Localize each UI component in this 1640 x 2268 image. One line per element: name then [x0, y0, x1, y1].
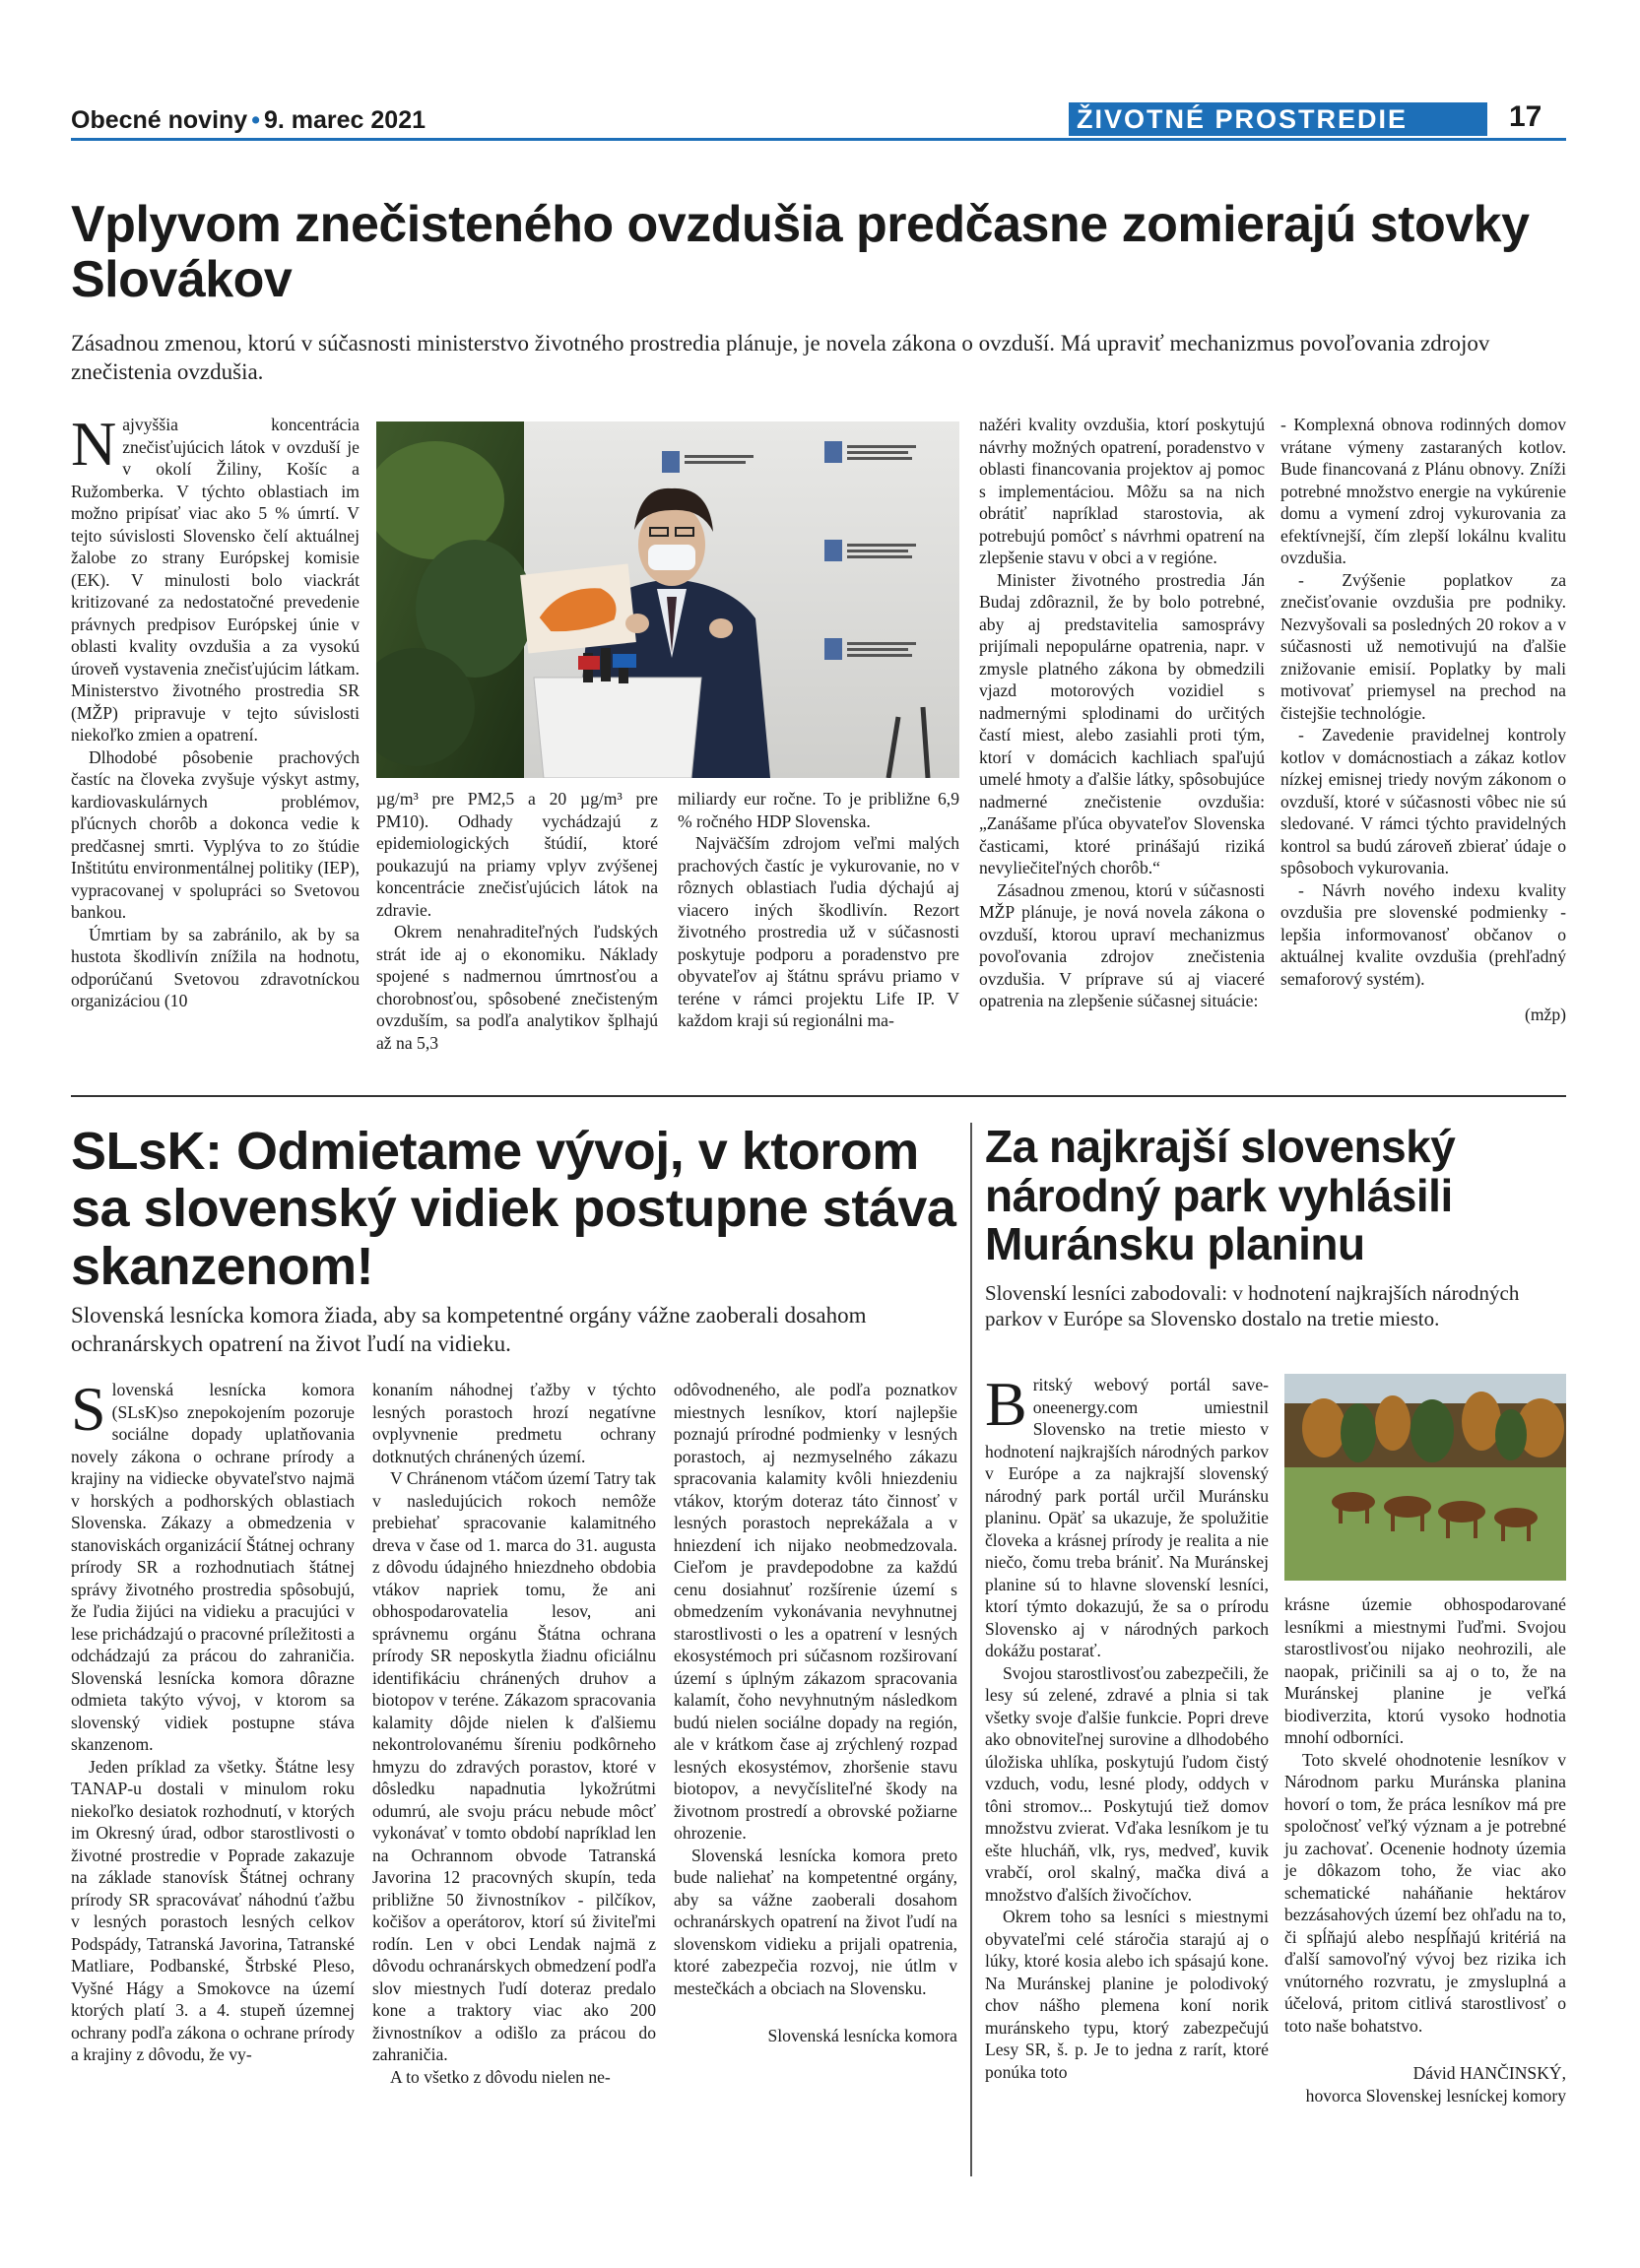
article2-title: SLsK: Odmietame vývoj, v ktorom sa slovenský vidiek postupne stáva skanzenom! — [71, 1122, 956, 1296]
page-number: 17 — [1509, 100, 1542, 133]
article1-column-4 — [979, 414, 1265, 1012]
paragraph: Najväčším zdrojom veľmi malých prachových častíc je vykurovanie, no v rôznych oblastiach ľudia dýchajú aj viacero iných škodlivín. Rezort životného prostredia už v súčasnosti poskytuje podporu a poradenstvo pre obyvateľov aj štátnu správu priamo v teréne v rámci projektu Life IP. V každom kraji sú regionálni ma- — [678, 833, 959, 1030]
minister-photo — [376, 421, 959, 778]
paragraph: konaním náhodnej ťažby v týchto lesných porastoch hrozí negatívne ovplyvnenie predmetu ochrany dotknutých chránených území. — [372, 1380, 656, 1466]
paragraph: A to všetko z dôvodu nielen ne- — [390, 2066, 611, 2087]
section-divider — [71, 1095, 1566, 1097]
article2-lead: Slovenská lesnícka komora žiada, aby sa kompetentné orgány vážne zaoberali dosahom ochranárskych opatrení na život ľudí na vidieku. — [71, 1303, 867, 1356]
section-label: ŽIVOTNÉ PROSTREDIE — [1069, 102, 1487, 136]
list-item: - Návrh nového indexu kvality ovzdušia pre slovenské podmienky - lepšia informovanosť občanov o aktuálnej kvalite ovzdušia (prehľadný semaforový systém). — [1280, 879, 1566, 989]
paragraph: miliardy eur ročne. To je približne 6,9 % ročného HDP Slovenska. — [678, 789, 959, 831]
article3-column-1 — [985, 1369, 1269, 2083]
paragraph: Okrem nenahraditeľných ľudských strát ide aj o ekonomiku. Náklady spojené s nadmernou úmrtnosťou a chorobnosťou, spôsobené znečisteným ovzduším, sa podľa analytikov šplhajú až na 5,3 — [376, 922, 658, 1053]
article2-column-3 — [674, 1379, 957, 2047]
paragraph: Zásadnou zmenou, ktorú v súčasnosti MŽP plánuje, je nová novela zákona o ovzduší, ktorou upraví mechanizmus povoľovania zdrojov znečistenia ovzdušia. V príprave sú aj viaceré opatrenia na zlepšenie súčasnej situácie: — [979, 879, 1265, 1010]
list-item: - Komplexná obnova rodinných domov vrátane výmeny zastaraných kotlov. Bude financovaná z Plánu obnovy. Zníži potrebné množstvo energie na vykúrenie domu a vymení zdroj vykurovania za efektívnejší, čím zlepší lokálnu kvalitu ovzdušia. — [1280, 415, 1566, 567]
paragraph: Dlhodobé pôsobenie prachových častíc na človeka zvyšuje výskyt astmy, kardiovaskulárnych problémov, pľúcnych chorôb a dokonca vedie k predčasnej smrti. Vyplýva to zo štúdie Inštitútu environmentálnej politiky (IEP), vypracovanej v spolupráci so Svetovou bankou. — [71, 746, 360, 922]
paragraph: ritský webový portál save-oneenergy.com umiestnil Slovensko na tretie miesto v hodnotení najkrajších národných parkov v Európe a za najkrajší slovenský národný park portál určil Muránsku planinu. Opäť sa ukazuje, že spolužitie človeka a krásnej prírody je realita a nie niečo, čomu treba brániť. Na Muránskej planine sú to hlavne slovenskí lesníci, ktorí týmto dokazujú, že sa o prírodu Slovensko aj v národných parkoch dokážu postarať. — [985, 1375, 1269, 1660]
article3-title: Za najkrajší slovenský národný park vyhlásili Muránsku planinu — [985, 1121, 1456, 1270]
paragraph: odôvodneného, ale podľa poznatkov miestnych lesníkov, ktorí najlepšie poznajú prírodné podmienky v lesných porastoch, aj nezmyselného zákazu spracovania kalamity kvôli hniezdeniu vtákov, ktorým doteraz táto činnosť v lesných porastoch neprekážala a v hniezdení ich nijako neobmedzovala. Cieľom je pravdepodobne za každú cenu dosiahnuť rozšírenie území s obmedzením vykonávania nevyhnutnej starostlivosti o les a opatrení v lesných ekosystémoch pri súčasnom rozširovaní území s úplným zákazom spracovania kalamít, čoho nevyhnutným následkom budú nielen sociálne dopady na región, ale v krátkom čase aj zrýchlený rozpad lesných ekosystémov, zhoršenie stavu biotopov, a nevyčísliteľné škody na životnom prostredí a obrovské požiarne ohrozenie. — [674, 1380, 957, 1843]
article3-lead: Slovenskí lesníci zabodovali: v hodnotení najkrajších národných parkov v Európe sa Slovensko dostalo na tretie miesto. — [985, 1281, 1520, 1331]
paragraph: Slovenská lesnícka komora preto bude naliehať na kompetentné orgány, aby sa vážne zaoberali dosahom ochranárskych opatrení na život ľudí na slovenskom vidieku a prijali opatrenia, ktoré zabezpečia rozvoj, nie útlm v mestečkách a obciach na Slovensku. — [674, 1845, 957, 1998]
issue-date: 9. marec 2021 — [263, 106, 426, 134]
paragraph: V Chránenom vtáčom území Tatry tak v nasledujúcich rokoch nemôže prebiehať spracovanie kalamitného dreva v čase od 1. marca do 31. augusta z dôvodu údajného hniezdneho obdobia vtákov napriek tomu, že ani obhospodarovatelia lesov, ani správnemu orgánu Štátna ochrana prírody SR neposkytla žiadnu oficiálnu identifikáciu chránených druhov a biotopov v teréne. Zákazom spracovania kalamity dôjde nielen k ďalšiemu nekontrolovanému šíreniu podkôrneho hmyzu do zdravých porastov, ktoré v dôsledku napadnutia lykožrútmi odumrú, ale svoju prácu nebude môcť vykonávať v tomto období napríklad len na Ochrannom obvode Tatranská Javorina 12 pracovných skupín, teda približne 50 živnostníkov - pilčíkov, kočišov a operátorov, ktorí sú živiteľmi rodín. Len v obci Lendak najmä z dôvodu ochranárskych obmedzení podľa slov miestnych ľudí doteraz predalo kone a traktory viac ako 200 živnostníkov a odišlo za prácou do zahraničia. — [372, 1468, 656, 2064]
list-item: - Zavedenie pravidelnej kontroly kotlov v domácnostiach a zákaz kotlov nízkej emisnej triedy novým zákonom o ovzduší, ktoré v súčasnosti vôbec nie sú sledované. V rámci týchto pravidelných kontrol sa budú zároveň zbierať údaje o spôsoboch vykurovania. — [1280, 725, 1566, 877]
article1-signature: (mžp) — [1524, 1004, 1566, 1024]
dropcap: N — [71, 409, 117, 479]
article1-column-3 — [678, 788, 959, 1032]
article1-lead: Zásadnou zmenou, ktorú v súčasnosti ministerstvo životného prostredia plánuje, je novela zákona o ovzduší. Má upraviť mechanizmus povoľovania zdrojov znečistenia ovzdušia. — [71, 331, 1490, 384]
newspaper-name: Obecné noviny — [71, 106, 248, 134]
dropcap: B — [985, 1369, 1027, 1439]
separator-dot: • — [251, 106, 260, 134]
article1-column-5 — [1280, 414, 1566, 1026]
paragraph: µg/m³ pre PM2,5 a 20 µg/m³ pre PM10). Odhady vychádzajú z epidemiologických štúdií, ktoré poukazujú na priamy vplyv zvýšenej koncentrácie znečisťujúcich látok na zdravie. — [376, 789, 658, 920]
paragraph: krásne územie obhospodarované lesníkmi a miestnymi ľuďmi. Svojou starostlivosťou nijako neohrozili, ale naopak, pričinili sa aj o to, že na Muránskej planine je veľká biodiverzita, ktorú vysoko hodnotia mnohí odborníci. — [1284, 1594, 1566, 1747]
article3-column-2 — [1284, 1593, 1566, 2106]
paragraph: Minister životného prostredia Ján Budaj zdôraznil, že by bolo potrebné, aby aj predstavitelia samosprávy prijímali nepopulárne opatrenia, napr. v zmysle platného zákona by obmedzili vjazd motorových vozidiel s nadmernými splodinami do určitých častí miest, alebo zasiahli proti tým, ktorí v domácich kachliach spaľujú umelé hmoty a ďalšie látky, spôsobujúce nadmerné znečistenie ovzdušia: „Zanášame pľúca obyvateľov Slovenska časticami, ktoré prinášajú riziká nevyliečiteľných chorôb.“ — [979, 569, 1265, 877]
author-role: hovorca Slovenskej lesníckej komory — [1305, 2085, 1566, 2106]
header-bar — [71, 106, 426, 135]
paragraph: Jeden príklad za všetky. Štátne lesy TANAP-u dostali v minulom roku niekoľko desiatok rozhodnutí, v ktorých im Okresný úrad, odbor starostlivosti o životné prostredie v Poprade zakazuje na základe stanovísk Štátnej ochrany prírody SR spracovávať náhodnú ťažbu v lesných porastoch lesných celkov Podspády, Tatranská Javorina, Tatranské Matliare, Podbanské, Štrbské Pleso, Vyšné Hágy a Smokovce na území ktorých platí 3. a 4. stupeň územnej ochrany podľa zákona o ochrane prírody a krajiny z dôvodu, že vy- — [71, 1756, 355, 2064]
article1-column-2 — [376, 788, 658, 1054]
article2-signature: Slovenská lesnícka komora — [767, 2026, 957, 2045]
paragraph: Toto skvelé ohodnotenie lesníkov v Národnom parku Muránska planina hovorí o tom, že práca lesníkov má pre spoločnosť veľký význam a je potrebné ju zachovať. Ocenenie hodnoty územia je dôkazom toho, že viac ako schematické naháňanie hektárov bezzásahových území bez ohľadu na to, či spĺňajú alebo nespĺňajú kritériá na ďalší samovoľný vývoj bez rizika ich vnútorného rozvratu, je zmysluplná a účelová, pritom citlivá starostlivosť o toto naše bohatstvo. — [1284, 1749, 1566, 2036]
header-rule — [71, 138, 1566, 141]
article2-column-2 — [372, 1379, 656, 2088]
author-name: Dávid HANČINSKÝ, — [1412, 2063, 1566, 2083]
column-divider — [970, 1123, 972, 2176]
horses-photo — [1284, 1374, 1566, 1581]
dropcap: S — [71, 1374, 106, 1444]
paragraph: Svojou starostlivosťou zabezpečili, že lesy sú zelené, zdravé a plnia si tak všetky svoje ďalšie funkcie. Popri dreve ako obnoviteľnej surovine a dlhodobého úložiska uhlíka, poskytujú ľudom čistý vzduch, vodu, lesné plody, oddych v tôni stromov... Poskytujú tiež domov množstvu zvierat. Vďaka lesníkom je tu ešte hlucháň, vlk, rys, medveď, kuvik vrabčí, orol skalný, mačka divá a množstvo ďalších živočíchov. — [985, 1662, 1269, 1905]
article2-column-1 — [71, 1374, 355, 2066]
list-item: - Zvýšenie poplatkov za znečisťovanie ovzdušia pre podniky. Nezvyšovali sa posledných 20 rokov a v súčasnosti už nemotivujú na ďalšie znižovanie emisií. Poplatky by mali motivovať priemysel na prechod na čistejšie technológie. — [1280, 569, 1566, 723]
paragraph: lovenská lesnícka komora (SLsK)so znepokojením pozoruje sociálne dopady uplatňovania novely zákona o ochrane prírody a krajiny na vidiecke obyvateľstvo najmä v horských a podhorských oblastiach Slovenska. Zákazy a obmedzenia v stanoviskách organizácií Štátnej ochrany prírody SR a rozhodnutiach štátnej správy životného prostredia spôsobujú, že ľudia žijúci na vidieku a pracujúci v lese prichádzajú o pracovné príležitosti a odchádzajú za prácou do zahraničia. Slovenská lesnícka komora dôrazne odmieta takýto vývoj, v ktorom sa slovenský vidiek postupne stáva skanzenom. — [71, 1380, 355, 1754]
paragraph: nažéri kvality ovzdušia, ktorí poskytujú návrhy možných opatrení, poradenstvo v oblasti financovania projektov aj pomoc s implementáciou. Môžu sa na nich obrátiť napríklad starostovia, ak potrebujú pomôcť s návrhmi opatrení na zlepšenie stavu v obci a v regióne. — [979, 415, 1265, 567]
article1-column-1 — [71, 409, 360, 1012]
paragraph: Úmrtiam by sa zabránilo, ak by sa hustota škodlivín znížila na hodnotu, odporúčanú Svetovou zdravotníckou organizáciou (10 — [71, 924, 360, 1010]
paragraph: Okrem toho sa lesníci s miestnymi obyvateľmi celé stáročia starajú aj o lúky, ktoré kosia alebo ich spásajú kone. Na Muránskej planine je polodivoký chov nášho plemena koní norik muránskeho typu, ktorý zabezpečujú Lesy SR, š. p. Je to jedna z rarít, ktoré ponúka toto — [985, 1907, 1269, 2082]
paragraph: ajvyššia koncentrácia znečisťujúcich látok v ovzduší je v okolí Žiliny, Košíc a Ružomberka. V týchto oblastiach im možno pripísať viac ako 5 % úmrtí. V tejto súvislosti Slovensko čelí aktuálnej žalobe zo strany Európskej komisie (EK). V minulosti bolo viackrát kritizované za nedostatočné prevedenie právnych predpisov Európskej únie v oblasti kvality ovzdušia a za vysokú úroveň vystavenia znečisťujúcim látkam. Ministerstvo životného prostredia SR (MŽP) pripravuje v tejto súvislosti niekoľko zmien a opatrení. — [71, 415, 360, 745]
article1-title: Vplyvom znečisteného ovzdušia predčasne zomierajú stovky Slovákov — [71, 196, 1530, 309]
